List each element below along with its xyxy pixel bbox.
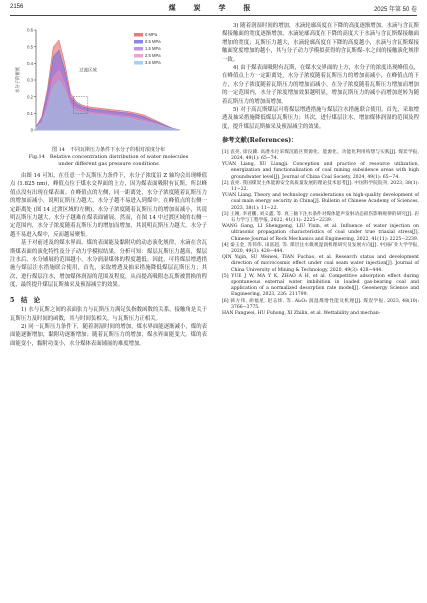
running-header <box>10 4 417 14</box>
figure-caption-cn: 图 14 不同瓦斯压力条件下水分子的相对浓度分布 <box>52 147 165 153</box>
left-column <box>10 22 207 348</box>
reference-item: [2] 袁亮. 我国煤炭主体能源安全高质量发展的理论技术思考[J]. 中国科学院院刊, 2023, 38(1): 11−22. <box>222 180 419 192</box>
figure-caption-en-2: under different gas pressure conditions <box>58 161 159 167</box>
y-tick-label: 0.3 <box>27 77 33 83</box>
paragraph: 由图 14 可知，在任意一个瓦斯压力条件下，水分子浓度沿 Z 轴均会出现峰值点 (1.825 nm)，峰值点位于煤水交界面的上方，因为煤表面吸附有瓦斯，所以峰值点没有出现在煤表面。在峰值点的左侧，同一距离处，水分子浓度随着瓦斯压力的增加而减小，说明瓦斯压力越大，水分子越不易进入到煤中。在峰值点的右侧一定距离处 (图 14 过渡区域的左侧)，水分子浓度随着瓦斯压力的增加而减小，其说明瓦斯压力越大，水分子越难在煤表面铺展。然而，在图 14 中过渡区域的右侧一定范围内，水分子浓度随着瓦斯压力的增加而增加，其说明瓦斯压力越大，水分子越不易进入煤中，反而越易聚集。 <box>10 173 207 238</box>
legend-swatch <box>134 33 143 37</box>
page-number: 2156 <box>10 4 24 10</box>
reference-list <box>222 150 419 317</box>
references-heading: 参考文献(References)： <box>222 137 298 145</box>
legend-label: 0 MPa <box>145 32 158 37</box>
reference-item: [5] YUE J W, MA Y K, ZHAO A H, et al. Competitive adsorption effect during spontaneous external water imbibition in loaded gas-bearing coal and application of a normalized desorption rate model[J]. Geoenergy Science and Engineering, 2023, 226: 211799. <box>222 273 419 298</box>
legend-swatch <box>134 47 143 51</box>
reference-item: WANG Gang, LI Shengpeng, LIU Yixin, et al. Influence of water injection on ultrasonic propagation characteristics of coal under true triaxial stress[J]. Chinese Journal of Rock Mechanics and Engineering, 2022, 41(11): 2225−2239. <box>222 224 419 242</box>
reference-item: [6] 韩方伟, 胡福星, 赵志炜, 等. Al₂O₃ 润湿煤增性能及机理[J]. 煤炭学报, 2023, 48(10): 3766−3775. <box>222 298 419 310</box>
y-tick-label: 0.5 <box>27 44 33 50</box>
right-column <box>222 22 419 317</box>
figure-caption-en-1: Fig.14 Relative concentration distribution of water molecules <box>28 154 189 160</box>
y-tick-label: 0.4 <box>27 60 33 66</box>
legend-label: 1.5 MPa <box>145 46 161 51</box>
y-tick-label: 0 <box>30 127 33 133</box>
legend-label: 3.5 MPa <box>145 60 161 65</box>
y-tick-label: 0.1 <box>27 110 33 116</box>
reference-item: YUAN Liang. Theory and technology considerations on high-quality development of coal main energy security in China[J]. Bulletin of Chinese Academy of Sciences, 2023, 38(1): 11−22. <box>222 193 419 211</box>
transition-region-label: 过渡区域 <box>79 67 97 73</box>
legend-swatch <box>134 40 143 44</box>
figure-14 <box>10 22 207 147</box>
reference-item: YUAN Liang, XU Liangji. Conception and practice of resource utilization, energization and functionalization of coal mining subsidence areas with high groundwater level[J]. Journal of China Coal Society, 2024, 49(1): 65−74. <box>222 162 419 180</box>
journal-name: 煤 炭 学 报 <box>168 5 259 12</box>
density-chart <box>10 22 207 147</box>
header-rule <box>10 15 417 16</box>
legend-label: 0.5 MPa <box>145 39 161 44</box>
reference-item: HAN Fangwei, HU Fuhong, XI Zhilin, et al. Wettability and mechan- <box>222 310 381 316</box>
conclusion-item: 4) 由于煤表面吸附有瓦斯，在煤水交界面的上方，水分子的浓度出现峰值点，在峰值点上方一定距离处，水分子浓度随着瓦斯压力的增加而减小，在峰值点的下方，水分子浓度随着瓦斯压力的增加而减小。在分子浓度随着瓦斯压力增加而增加的一定范围内，水分子浓度增加效果越明显，增加瓦斯压力的减小而增加逆转为随着瓦斯压力的增加而增加。 <box>222 65 419 105</box>
reference-item: [1] 袁亮, 徐良骥. 高潜水位采煤沉陷区资源化、能源化、功能化利用构想与实践[J]. 煤炭学报, 2024, 49(1): 65−74. <box>222 149 419 161</box>
issue-info: 2025 年第 50 卷 <box>373 7 417 13</box>
conclusion-item: 3) 随着润湿时间的增加，水滴轮廓高度在下降的高度逐渐增加，水滴与含瓦斯煤接触面的宽度逐渐增加，水滴轮廓高度在下降的高度大于水滴与含瓦斯煤接触面增加的宽度；瓦斯压力越大，水滴轮廓高度在下降的高度越小，水滴与含瓦斯煤接触面宽度增加的越小，其与分子动力学模拟获得的含瓦斯煤–水之间的接触演化规律一致。 <box>222 23 419 63</box>
legend-swatch <box>134 61 143 65</box>
conclusion-item: 1) 水与瓦斯之间的表面张力与瓦斯压力满足负指数函数的关系，接触角是关于瓦斯压力及时间的函数，其与时间负相关，与瓦斯压力正相关。 <box>10 307 207 322</box>
conclusion-item: 2) 同一瓦斯压力条件下，随着润湿时间的增加，煤水界面能逐渐减小，煤的表面能逐渐增加，黏附功逐渐增加；随着瓦斯压力的增加，煤水界面能变大，煤的表面能变小，黏附功变小，水分煤体表面铺展的难度增加。 <box>10 323 207 347</box>
y-tick-label: 0.6 <box>27 27 33 33</box>
reference-item: [4] 秦玉金, 苏伟伟, 田富超, 等. 煤层注水微观湿润机理研究及发展方向[J]. 中国矿业大学学报, 2020, 49(3): 428−444. <box>222 242 419 254</box>
legend-label: 2.5 MPa <box>145 53 161 58</box>
y-tick-label: 0.2 <box>27 94 33 100</box>
y-axis-label: 水分子的密度 <box>15 66 20 94</box>
paragraph: 基于对前述及的煤水界面、煤的表面能及黏附功的动态演化规律，水滴在含瓦斯煤表面的演化特性及分子动力学模拟结果，分析可知：煤层瓦斯压力越高，煤层注水后，水分铺展的范围越小，水分润湿煤体的程度越低。因此，可将煤层增透措施与煤层注水措施联合使用，首先，采取增透及抽采措施降低煤层瓦斯压力；其次，进行煤层注水，增加煤体润湿的范围及程度，从而提高吸附态瓦斯被置换的程度，最终提升煤层瓦斯抽采及预湿减尘的效果。 <box>10 240 207 289</box>
legend-swatch <box>134 54 143 58</box>
section-heading: 5 结 论 <box>10 295 41 304</box>
reference-item: [3] 王刚, 李君鹏, 刘义鑫, 等. 真三轴下注水条件对煤体能声发射动态损伤影响规律的研究[J]. 岩石力学与工程学报, 2022, 41(11): 2225−2239. <box>222 211 419 223</box>
reference-item: QIN Yujin, SU Weiwei, TIAN Fuchao, et al. Research status and development direction of microcosmic effect under coal seam water injection[J]. Journal of China University of Mining & Technology, 2020, 49(3): 428−444. <box>222 255 419 273</box>
conclusion-item: 5) 对于高瓦斯煤层可将煤层增透措施与煤层注水措施联合使用，首先，采取增透及抽采措施降低煤层瓦斯压力；其次，进行煤层注水，增加煤体润湿的范围及程度，提升煤层瓦斯抽采及预湿减尘的效果。 <box>222 107 419 130</box>
